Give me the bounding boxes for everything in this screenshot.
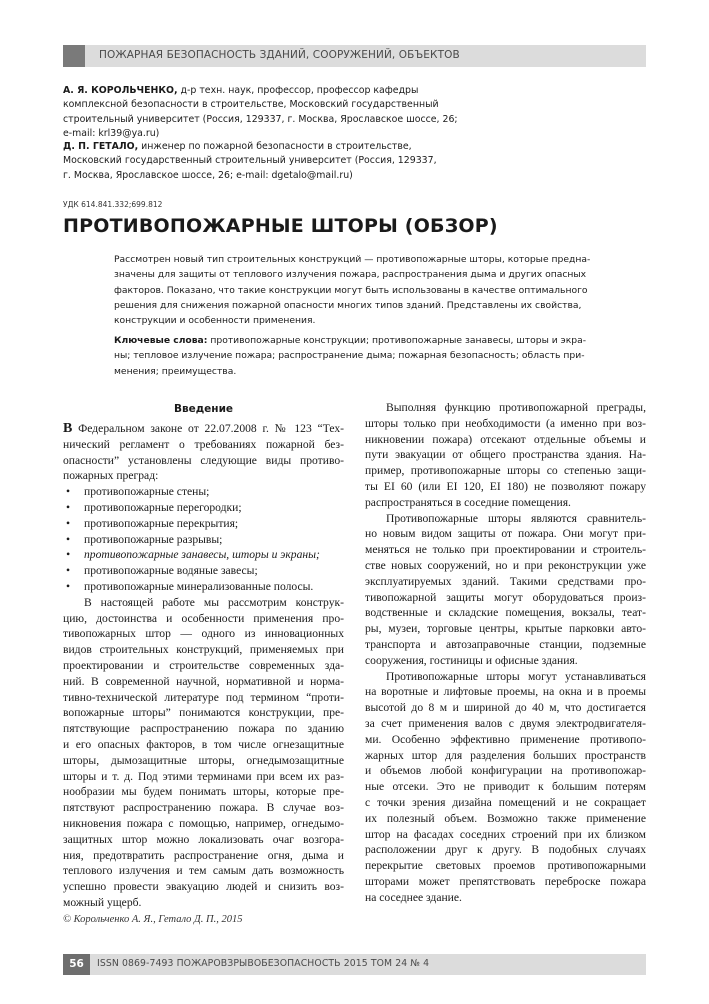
body-text-line: за счет применения валов с двумя электродвигателя- xyxy=(365,716,646,730)
body-text-line: Федеральном законе от 22.07.2008 г. № 123 “Тех- xyxy=(72,422,344,435)
keywords-line: противопожарные конструкции; противопожарные занавесы, шторы и экра- xyxy=(207,335,587,346)
bullet-item: • противопожарные стены; xyxy=(63,484,344,500)
body-text-line: тивно-технической литературе под термином “проти- xyxy=(63,690,344,704)
body-text-line: но новым видом защиты от пожара. Они могут при- xyxy=(365,527,646,541)
keywords-label: Ключевые слова: xyxy=(114,335,208,346)
body-text-line: и объемов любой конфигурации на противопожар- xyxy=(365,764,646,778)
author-affiliation-line: Московский государственный строительный университет (Россия, 129337, xyxy=(63,155,437,167)
page-number: 56 xyxy=(63,954,90,975)
body-text-line: ты EI 60 (или EI 120, EI 180) не позволяют пожару xyxy=(365,479,646,493)
body-text-line: нический регламент о требованиях пожарной без- xyxy=(63,437,344,451)
body-text-line: ми. Особенно эффективно применение противопо- xyxy=(365,732,646,746)
body-text-line: шторами может препятствовать переброске пожара xyxy=(365,874,646,888)
body-text-line: шторы только при необходимости (а именно при воз- xyxy=(365,416,646,430)
bullet-item: • противопожарные водяные завесы; xyxy=(63,563,344,579)
body-text-line: ний. В современной научной, нормативной и норма- xyxy=(63,674,344,688)
body-text-line: на соседнее здание. xyxy=(365,890,462,904)
keywords-line: ны; тепловое излучение пожара; распространение дыма; пожарная безопасность; область при- xyxy=(114,350,585,362)
author-block-2 xyxy=(63,140,437,183)
body-text-line: пятствующие распространению пожара по зданию xyxy=(63,722,344,736)
abstract-line: факторов. Показано, что такие конструкции могут быть использованы в качестве оптимального xyxy=(114,284,588,296)
body-text-line: тивопожарной защиты могут оборудоваться произ- xyxy=(365,590,646,604)
section-heading: Введение xyxy=(173,403,234,415)
keywords xyxy=(114,333,598,379)
body-text-line: никновения пожара с помощью, например, огнедымо- xyxy=(63,816,344,830)
abstract xyxy=(114,252,598,328)
body-text-line: Противопожарные шторы могут устанавливаться xyxy=(386,669,646,683)
abstract-line: конструкции и особенности применения. xyxy=(114,315,316,327)
author-name: Д. П. ГЕТАЛО, xyxy=(63,141,139,152)
body-text-line: эксплуатируемых зданий. Такими средствами про- xyxy=(365,574,646,588)
body-text-line: опасности” установлены следующие виды противо- xyxy=(63,453,344,467)
body-text-line: шторы, дымозащитные шторы, огнедымозащитные xyxy=(63,753,344,767)
left-column xyxy=(63,400,344,911)
body-text-line: жарных штор для разделения больших пространств xyxy=(365,748,646,762)
body-text-line: проектировании и строительстве современных зда- xyxy=(63,658,344,672)
header-marker-square xyxy=(63,45,85,67)
bullet-item: • противопожарные минерализованные полосы. xyxy=(63,579,344,595)
body-text-line: цию, достоинства и особенности применения про- xyxy=(63,611,344,625)
body-text-line: В настоящей работе мы рассмотрим конструк- xyxy=(84,595,344,609)
keywords-line: менения; преимущества. xyxy=(114,365,237,377)
author-affiliation-line: комплексной безопасности в строительстве, Московский государственный xyxy=(63,99,439,111)
bullet-item: • противопожарные перекрытия; xyxy=(63,516,344,532)
body-text-line: сооружения, гостиницы и офисные здания. xyxy=(365,653,578,667)
body-text-line: ные отсеки. Это не приводит к большим потерям xyxy=(365,780,646,794)
bullet-item: • противопожарные занавесы, шторы и экраны; xyxy=(63,547,344,563)
bullet-item: • противопожарные разрывы; xyxy=(63,532,344,548)
body-text-line: распространяться в соседние помещения. xyxy=(365,495,571,509)
body-text-line: и его опасных факторов, в том числе огнезащитные xyxy=(63,737,344,751)
body-text-line: вопожарные шторы” понимаются конструкции, пре- xyxy=(63,706,344,720)
body-text-line: пути эвакуации от общего пространства здания. На- xyxy=(365,448,646,462)
body-text-line: ния, предотвратить распространение огня, дыма и xyxy=(63,848,344,862)
body-text-line: меняться не только при проектировании и строитель- xyxy=(365,543,646,557)
body-text-line: защитных штор можно локализовать очаг возгора- xyxy=(63,832,344,846)
abstract-line: значены для защиты от теплового излучения пожара, распространения дыма и других опасных xyxy=(114,269,587,281)
body-text-line: шторы и т. д. Под этими терминами при всем их раз- xyxy=(63,769,344,783)
body-text-line: Выполняя функцию противопожарной преграды, xyxy=(386,401,646,414)
body-text-line: ры, музеи, торговые центры, крытые парковки авто- xyxy=(365,622,646,636)
body-text-line: расположении друг к другу. В подобных случаях xyxy=(365,843,646,857)
running-header-title: ПОЖАРНАЯ БЕЗОПАСНОСТЬ ЗДАНИЙ, СООРУЖЕНИЙ, ОБЪЕКТОВ xyxy=(99,49,460,61)
body-text-line: стве новых сооружений, но и при реконструкции уже xyxy=(365,558,646,572)
bullet-item: • противопожарные перегородки; xyxy=(63,500,344,516)
body-text-line: на воротные и лифтовые проемы, на окна и в проемы xyxy=(365,685,646,699)
body-text-line: перекрытие световых проемов противопожарными xyxy=(365,859,646,873)
body-text-line: нообразии мы будем понимать шторы, которые пре- xyxy=(63,785,344,799)
author-name: А. Я. КОРОЛЬЧЕНКО, xyxy=(63,85,178,96)
author-block-1 xyxy=(63,84,458,142)
body-text-line: их полезный объем. Возможно также применение xyxy=(365,811,646,825)
dropcap-letter: В xyxy=(63,421,73,436)
author-affiliation-line: г. Москва, Ярославское шоссе, 26; e-mail: dgetalo@mail.ru) xyxy=(63,169,353,181)
body-text-line: никновении пожара) отсекают отдельные объемы и xyxy=(365,432,646,446)
body-text-line: транспорта и автозаправочные станции, подземные xyxy=(365,637,646,651)
body-text-line: пятствуют распространению пожара. В случае воз- xyxy=(63,801,344,815)
body-text-line: водственные и складские помещения, вокзалы, теат- xyxy=(365,606,646,620)
body-text-line: пожарных преград: xyxy=(63,469,159,483)
body-text-line: высотой до 8 м и шириной до 40 м, что достигается xyxy=(365,701,646,715)
right-column xyxy=(365,400,646,906)
body-text-line: теплового излучения и тем самым дать возможность xyxy=(63,864,344,878)
body-text-line: успешно провести эвакуацию людей и снизить воз- xyxy=(63,880,344,894)
abstract-line: решения для снижения пожарной опасности многих типов зданий. Представлены их свойства, xyxy=(114,299,582,311)
author-affiliation-line: д-р техн. наук, профессор, профессор кафедры xyxy=(177,85,419,96)
body-text-line: тивопожарных штор — одного из инновационных xyxy=(63,627,344,641)
body-text-line: можный ущерб. xyxy=(63,895,142,909)
body-text-line: пример, противопожарные шторы со степенью защи- xyxy=(365,464,646,478)
abstract-line: Рассмотрен новый тип строительных конструкций — противопожарные шторы, которые предна- xyxy=(114,254,591,265)
article-title: ПРОТИВОПОЖАРНЫЕ ШТОРЫ (ОБЗОР) xyxy=(63,215,498,237)
copyright-notice: © Корольченко А. Я., Гетало Д. П., 2015 xyxy=(63,914,243,925)
author-affiliation-line: строительный университет (Россия, 129337, г. Москва, Ярославское шоссе, 26; xyxy=(63,113,458,125)
body-text-line: видов строительных конструкций, применяемых при xyxy=(63,643,344,657)
author-affiliation-line: инженер по пожарной безопасности в строительстве, xyxy=(138,141,412,152)
udc-code: УДК 614.841.332;699.812 xyxy=(63,200,163,209)
author-affiliation-line: e-mail: krl39@ya.ru) xyxy=(63,128,160,140)
body-text-line: Противопожарные шторы являются сравнитель- xyxy=(386,511,646,525)
body-text-line: с точки зрения дизайна помещений и не сокращает xyxy=(365,795,646,809)
body-text-line: штор на фасадах соседних строений при их близком xyxy=(365,827,646,841)
journal-info: ISSN 0869-7493 ПОЖАРОВЗРЫВОБЕЗОПАСНОСТЬ 2015 ТОМ 24 № 4 xyxy=(97,958,430,969)
